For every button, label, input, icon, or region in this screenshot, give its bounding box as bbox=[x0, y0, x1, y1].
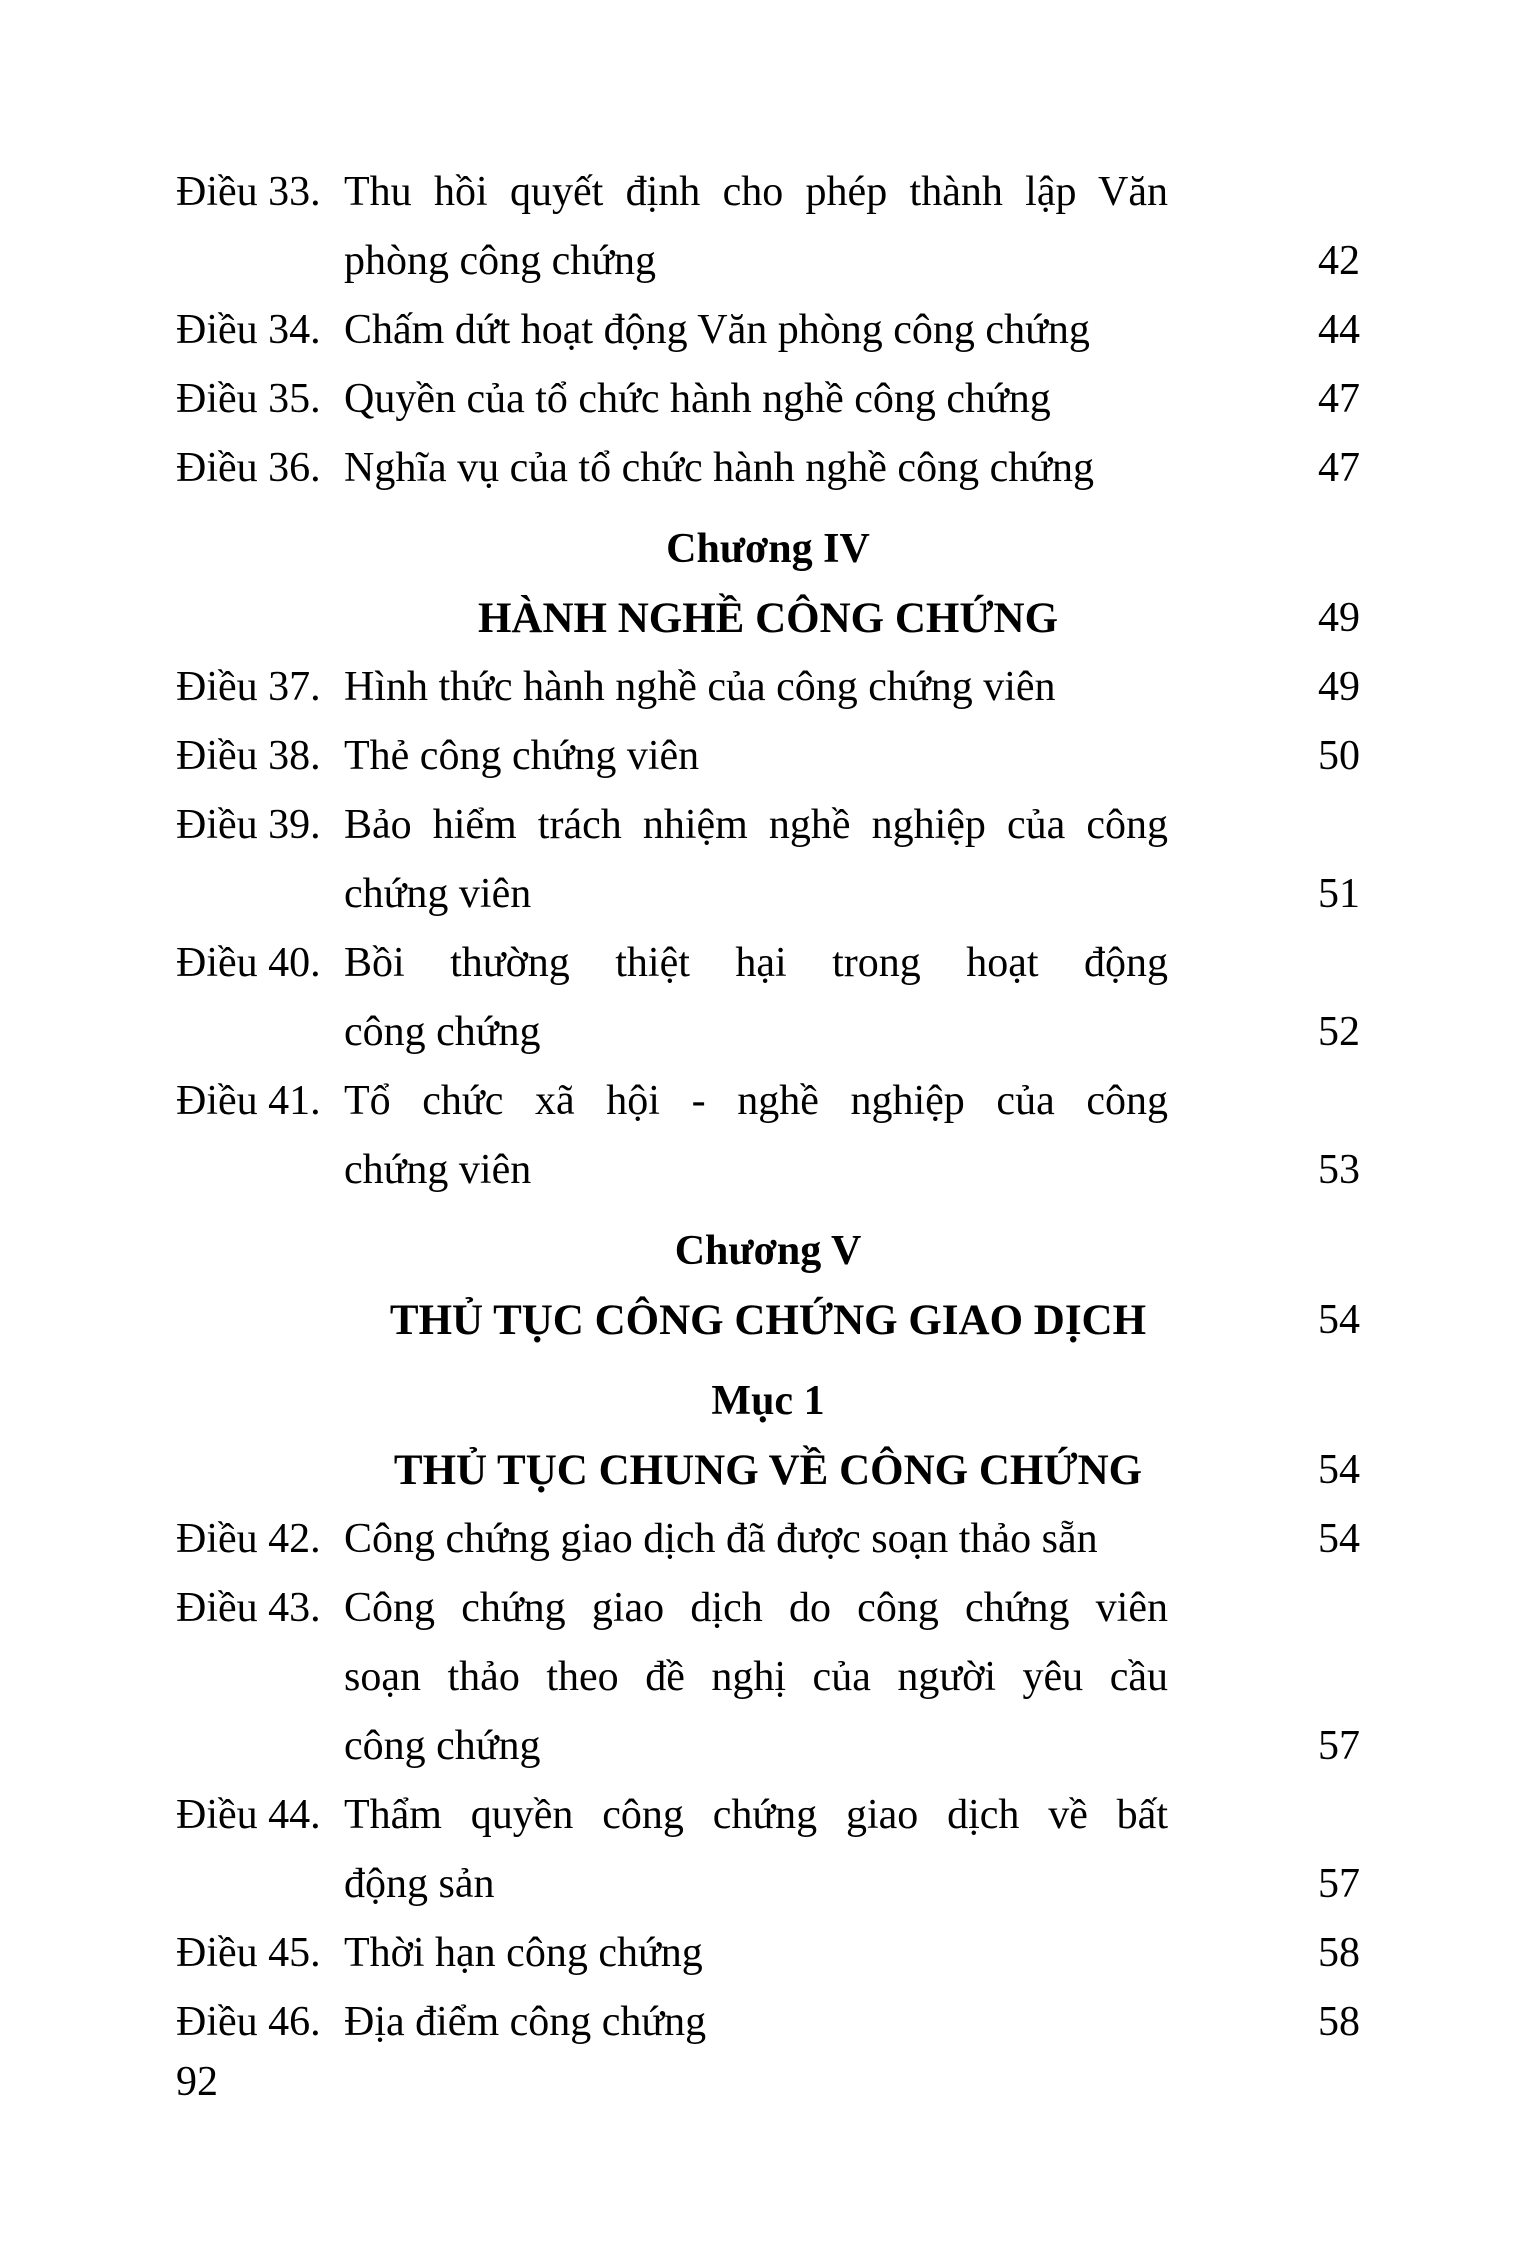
toc-entry-text bbox=[344, 722, 1168, 791]
toc-entry bbox=[176, 791, 1360, 929]
toc-entry-text-line: Hình thức hành nghề của công chứng viên bbox=[344, 664, 1056, 710]
toc-entry-text bbox=[344, 1781, 1168, 1919]
toc-entry bbox=[176, 296, 1360, 365]
toc-entry-page-number: 44 bbox=[1318, 307, 1360, 353]
toc-entry bbox=[176, 1988, 1360, 2057]
chapter-title-text: THỦ TỤC CHUNG VỀ CÔNG CHỨNG bbox=[393, 1447, 1143, 1494]
toc-entry-text-line: Công chứng giao dịch do công chứng viên bbox=[344, 1585, 1168, 1631]
toc-entry-page-number: 49 bbox=[1318, 595, 1360, 641]
section-heading: Mục 1 bbox=[711, 1378, 825, 1424]
toc-entry-text-line: Chấm dứt hoạt động Văn phòng công chứng bbox=[344, 307, 1090, 353]
toc-entry bbox=[176, 1505, 1360, 1574]
toc-entry-text-line: công chứng bbox=[344, 1009, 541, 1055]
toc-entry-text bbox=[344, 1067, 1168, 1205]
toc-entry-label: Điều 36. bbox=[176, 445, 321, 491]
toc-entry-page-number: 47 bbox=[1318, 376, 1360, 422]
table-of-contents bbox=[176, 158, 1360, 2057]
toc-entry-text-line: Công chứng giao dịch đã được soạn thảo sẵn bbox=[344, 1516, 1098, 1562]
toc-entry-text bbox=[344, 1574, 1168, 1781]
chapter-heading: Chương IV bbox=[666, 526, 870, 572]
toc-entry-text-line: Thẩm quyền công chứng giao dịch về bất bbox=[344, 1792, 1168, 1838]
toc-entry-label: Điều 45. bbox=[176, 1930, 321, 1976]
toc-entry bbox=[176, 1067, 1360, 1205]
toc-entry-text-line: Tổ chức xã hội - nghề nghiệp của công bbox=[344, 1078, 1168, 1124]
toc-entry-page-number: 57 bbox=[1318, 1723, 1360, 1769]
toc-entry-label: Điều 38. bbox=[176, 733, 321, 779]
toc-entry-text-line: chứng viên bbox=[344, 1147, 532, 1193]
chapter-title bbox=[176, 1436, 1360, 1505]
toc-entry-label: Điều 46. bbox=[176, 1999, 321, 2045]
toc-entry-text bbox=[344, 1919, 1168, 1988]
toc-entry bbox=[176, 1919, 1360, 1988]
toc-entry-text bbox=[344, 296, 1168, 365]
toc-entry-page-number: 49 bbox=[1318, 664, 1360, 710]
toc-entry-page-number: 51 bbox=[1318, 871, 1360, 917]
toc-entry bbox=[176, 158, 1360, 296]
chapter-heading: Chương V bbox=[674, 1228, 862, 1274]
toc-entry-text-line: soạn thảo theo đề nghị của người yêu cầu bbox=[344, 1654, 1168, 1700]
toc-entry-label: Điều 37. bbox=[176, 664, 321, 710]
toc-entry-text-line: Nghĩa vụ của tổ chức hành nghề công chứng bbox=[344, 445, 1094, 491]
toc-entry-text bbox=[344, 158, 1168, 296]
toc-entry-label: Điều 44. bbox=[176, 1792, 321, 1838]
toc-entry bbox=[176, 929, 1360, 1067]
toc-entry-text-line: Thẻ công chứng viên bbox=[344, 733, 700, 779]
toc-entry-text bbox=[344, 929, 1168, 1067]
toc-entry-page-number: 58 bbox=[1318, 1999, 1360, 2045]
toc-entry-text-line: Bồi thường thiệt hại trong hoạt động bbox=[344, 940, 1168, 986]
toc-entry-page-number: 54 bbox=[1318, 1447, 1360, 1493]
toc-entry-text bbox=[344, 434, 1168, 503]
chapter-title-text: HÀNH NGHỀ CÔNG CHỨNG bbox=[477, 595, 1059, 642]
toc-entry-label: Điều 39. bbox=[176, 802, 321, 848]
toc-entry-text-line: động sản bbox=[344, 1861, 495, 1907]
toc-entry-label: Điều 41. bbox=[176, 1078, 321, 1124]
toc-entry bbox=[176, 1574, 1360, 1781]
toc-entry-text bbox=[344, 1988, 1168, 2057]
toc-entry-page-number: 50 bbox=[1318, 733, 1360, 779]
toc-entry-page-number: 54 bbox=[1318, 1297, 1360, 1343]
toc-entry-label: Điều 35. bbox=[176, 376, 321, 422]
chapter-title bbox=[176, 1286, 1360, 1355]
toc-entry-text-line: Địa điểm công chứng bbox=[344, 1999, 707, 2045]
toc-entry-text-line: Quyền của tổ chức hành nghề công chứng bbox=[344, 376, 1051, 422]
toc-entry-label: Điều 33. bbox=[176, 169, 321, 215]
toc-entry-text bbox=[344, 791, 1168, 929]
toc-entry bbox=[176, 1781, 1360, 1919]
toc-entry-text-line: Thời hạn công chứng bbox=[344, 1930, 703, 1976]
toc-entry bbox=[176, 653, 1360, 722]
toc-entry-page-number: 42 bbox=[1318, 238, 1360, 284]
toc-entry bbox=[176, 434, 1360, 503]
toc-entry-text-line: công chứng bbox=[344, 1723, 541, 1769]
toc-entry-text bbox=[344, 365, 1168, 434]
toc-entry-label: Điều 34. bbox=[176, 307, 321, 353]
toc-entry-text-line: Bảo hiểm trách nhiệm nghề nghiệp của công bbox=[344, 802, 1168, 848]
toc-entry-text bbox=[344, 653, 1168, 722]
toc-entry-text-line: Thu hồi quyết định cho phép thành lập Văn bbox=[344, 169, 1168, 215]
toc-entry-page-number: 57 bbox=[1318, 1861, 1360, 1907]
toc-entry-text-line: chứng viên bbox=[344, 871, 532, 917]
toc-entry-page-number: 58 bbox=[1318, 1930, 1360, 1976]
toc-entry-text bbox=[344, 1505, 1168, 1574]
toc-entry-text-line: phòng công chứng bbox=[344, 238, 657, 284]
toc-entry-label: Điều 40. bbox=[176, 940, 321, 986]
toc-entry-page-number: 53 bbox=[1318, 1147, 1360, 1193]
chapter-title-text: THỦ TỤC CÔNG CHỨNG GIAO DỊCH bbox=[389, 1297, 1147, 1344]
toc-entry-label: Điều 42. bbox=[176, 1516, 321, 1562]
page-number-footer: 92 bbox=[176, 2059, 218, 2105]
toc-entry-page-number: 47 bbox=[1318, 445, 1360, 491]
toc-entry-page-number: 54 bbox=[1318, 1516, 1360, 1562]
toc-entry-page-number: 52 bbox=[1318, 1009, 1360, 1055]
chapter-title bbox=[176, 584, 1360, 653]
toc-entry-label: Điều 43. bbox=[176, 1585, 321, 1631]
toc-entry bbox=[176, 722, 1360, 791]
toc-entry bbox=[176, 365, 1360, 434]
